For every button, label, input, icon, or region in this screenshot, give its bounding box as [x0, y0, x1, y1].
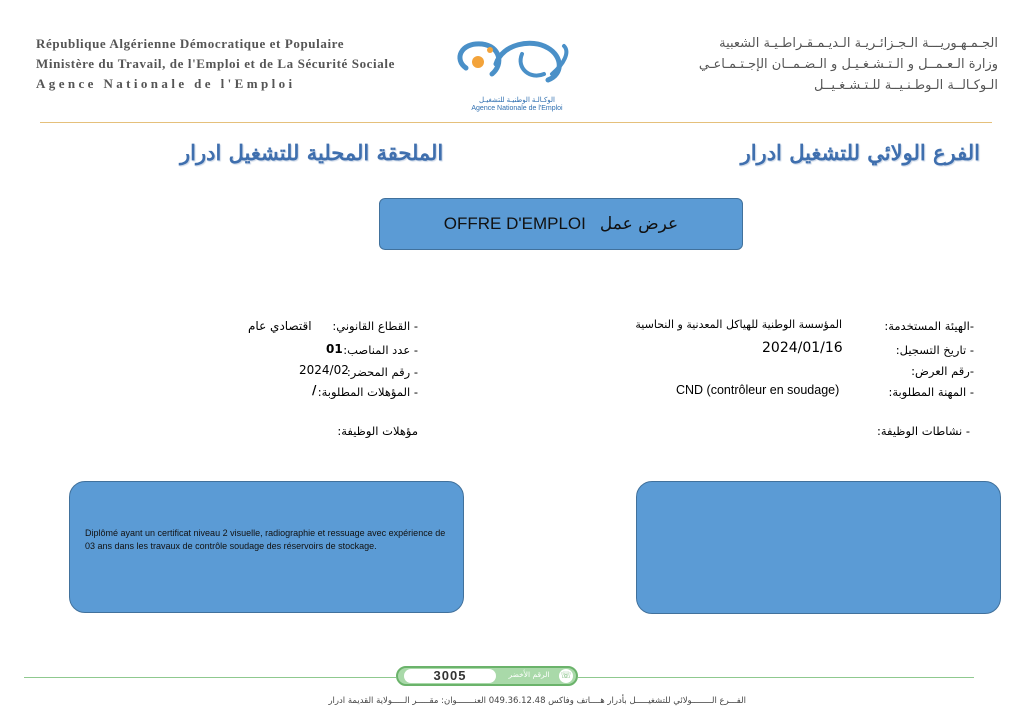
logo-ar-caption: الوكـالـة الوطنيـة للتشغيـل: [479, 97, 555, 104]
header-ar-line-3: الـوكـالــة الـوطـنـيــة للـتـشـغـيــل: [813, 78, 998, 93]
offer-title-ar: عرض عمل: [599, 214, 679, 234]
local-branch-title: الملحقة المحلية للتشغيل ادرار: [180, 140, 444, 165]
wilaya-branch-title: الفرع الولائي للتشغيل ادرار: [740, 140, 980, 165]
header-ar-line-2: وزارة الـعـمــل و الـتـشـغـيـل و الـضـمــان الإجـتـمـاعـي: [698, 57, 998, 72]
positions-label: - عدد المناصب:: [343, 343, 418, 357]
offer-number-label: -رقم العرض:: [911, 364, 974, 378]
registration-date-value: 2024/01/16: [762, 340, 843, 356]
logo-fr-caption: Agence Nationale de l'Emploi: [471, 105, 563, 112]
green-number-value: 3005: [404, 669, 496, 683]
header-divider: [40, 122, 992, 123]
header-ar-line-1: الجـمـهـوريـــة الـجـزائـريـة الـديـمـقـراطـيـة الشعبية: [719, 36, 998, 51]
agency-logo: [452, 34, 582, 116]
footer-address: الفـــرع الــــــــولائي للتشغيـــــل بأدرار هــــاتف وفاكس 049.36.12.48 العنـــــــوان: مقـــــر الـــــولاية القديمة ادرار: [328, 696, 746, 706]
profession-label: - المهنة المطلوبة:: [888, 385, 974, 399]
record-label: - رقم المحضر:: [346, 365, 418, 379]
footer-rule-right: [578, 677, 974, 678]
footer-rule-left: [24, 677, 396, 678]
registration-date-label: - تاريخ التسجيل:: [895, 343, 974, 357]
positions-value: 01: [326, 342, 343, 356]
employer-label: -الهيئة المستخدمة:: [884, 319, 974, 333]
offer-title-fr: OFFRE D'EMPLOI: [443, 214, 586, 233]
header-fr-line-3: Agence Nationale de l'Emploi: [36, 76, 296, 91]
profession-value: CND (contrôleur en soudage): [676, 383, 840, 397]
green-number-badge: [396, 666, 578, 686]
record-value: 2024/02: [299, 363, 349, 377]
header-fr-line-1: République Algérienne Démocratique et Populaire: [36, 36, 345, 51]
qualifications-label: - المؤهلات المطلوبة:: [317, 385, 418, 399]
qualifications-box-text: Diplômé ayant un certificat niveau 2 visuelle, radiographie et ressuage avec expérience de 03 ans dans les travaux de contrôle soudage des réservoirs de stockage.: [85, 528, 446, 551]
job-qualifications-label: مؤهلات الوظيفة:: [337, 424, 418, 438]
qualifications-box: [69, 481, 464, 613]
activities-label: - نشاطات الوظيفة:: [876, 424, 970, 438]
anem-logo-icon: [452, 34, 582, 90]
employer-value: المؤسسة الوطنية للهياكل المعدنية و النحاسية: [635, 318, 842, 331]
sector-label: - القطاع القانوني:: [332, 319, 418, 333]
phone-icon: ☏: [560, 671, 572, 681]
offer-title-box: [379, 198, 743, 250]
activities-box: [636, 481, 1001, 614]
green-number-label: الرقم الأخضر: [508, 670, 550, 679]
header-fr-line-2: Ministère du Travail, de l'Emploi et de La Sécurité Sociale: [36, 56, 395, 71]
qualifications-value: /: [312, 383, 317, 397]
sector-value: اقتصادي عام: [248, 319, 312, 333]
